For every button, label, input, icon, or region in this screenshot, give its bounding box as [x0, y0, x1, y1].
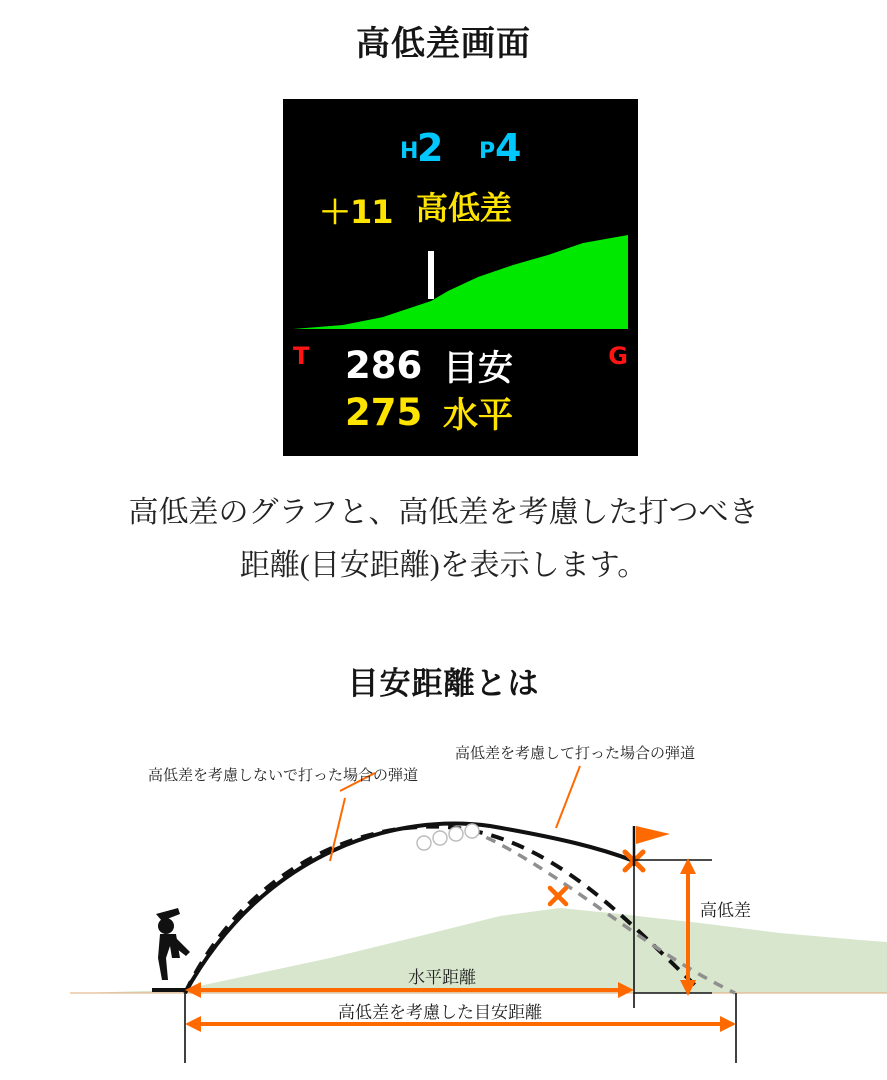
label-elevation: 高低差 — [700, 901, 751, 920]
callout-leader-2 — [556, 766, 580, 828]
callout-no-elevation: 高低差を考慮しないで打った場合の弾道 — [148, 767, 419, 784]
device-display — [283, 99, 638, 456]
elevation-label: 高低差 — [416, 190, 513, 226]
impact-x-marker-1 — [550, 888, 566, 904]
guide-distance-value: 286 — [345, 344, 423, 387]
flat-distance-value: 275 — [345, 391, 423, 434]
golfer-icon — [152, 908, 190, 992]
tee-marker-label: T — [293, 342, 310, 370]
hole-number: 2 — [417, 126, 444, 170]
description-text — [0, 487, 887, 592]
guide-distance-label: 目安 — [443, 349, 514, 388]
current-position-marker — [428, 251, 434, 299]
label-guide-distance: 高低差を考慮した目安距離 — [338, 1003, 542, 1022]
hole-label: H — [400, 139, 419, 164]
description-line-1: 高低差のグラフと、高低差を考慮した打つべき — [128, 496, 759, 529]
par-label: P — [479, 139, 496, 164]
callout-leader-1b — [330, 798, 345, 861]
green-marker-label: G — [608, 342, 628, 370]
par-number: 4 — [495, 126, 522, 170]
guide-distance-diagram — [0, 718, 887, 1080]
callout-with-elevation: 高低差を考慮して打った場合の弾道 — [455, 745, 696, 762]
page-title: 高低差画面 — [356, 25, 531, 63]
description-line-2: 距離(目安距離)を表示します。 — [239, 548, 648, 582]
label-horizontal-distance: 水平距離 — [408, 968, 476, 987]
hill-shape — [78, 908, 887, 993]
section-title-guide-distance: 目安距離とは — [347, 666, 540, 701]
flat-distance-label: 水平 — [443, 396, 514, 435]
elevation-profile-graph — [283, 229, 638, 339]
device-screenshot — [283, 99, 638, 456]
elevation-value: ＋11 — [319, 193, 393, 231]
